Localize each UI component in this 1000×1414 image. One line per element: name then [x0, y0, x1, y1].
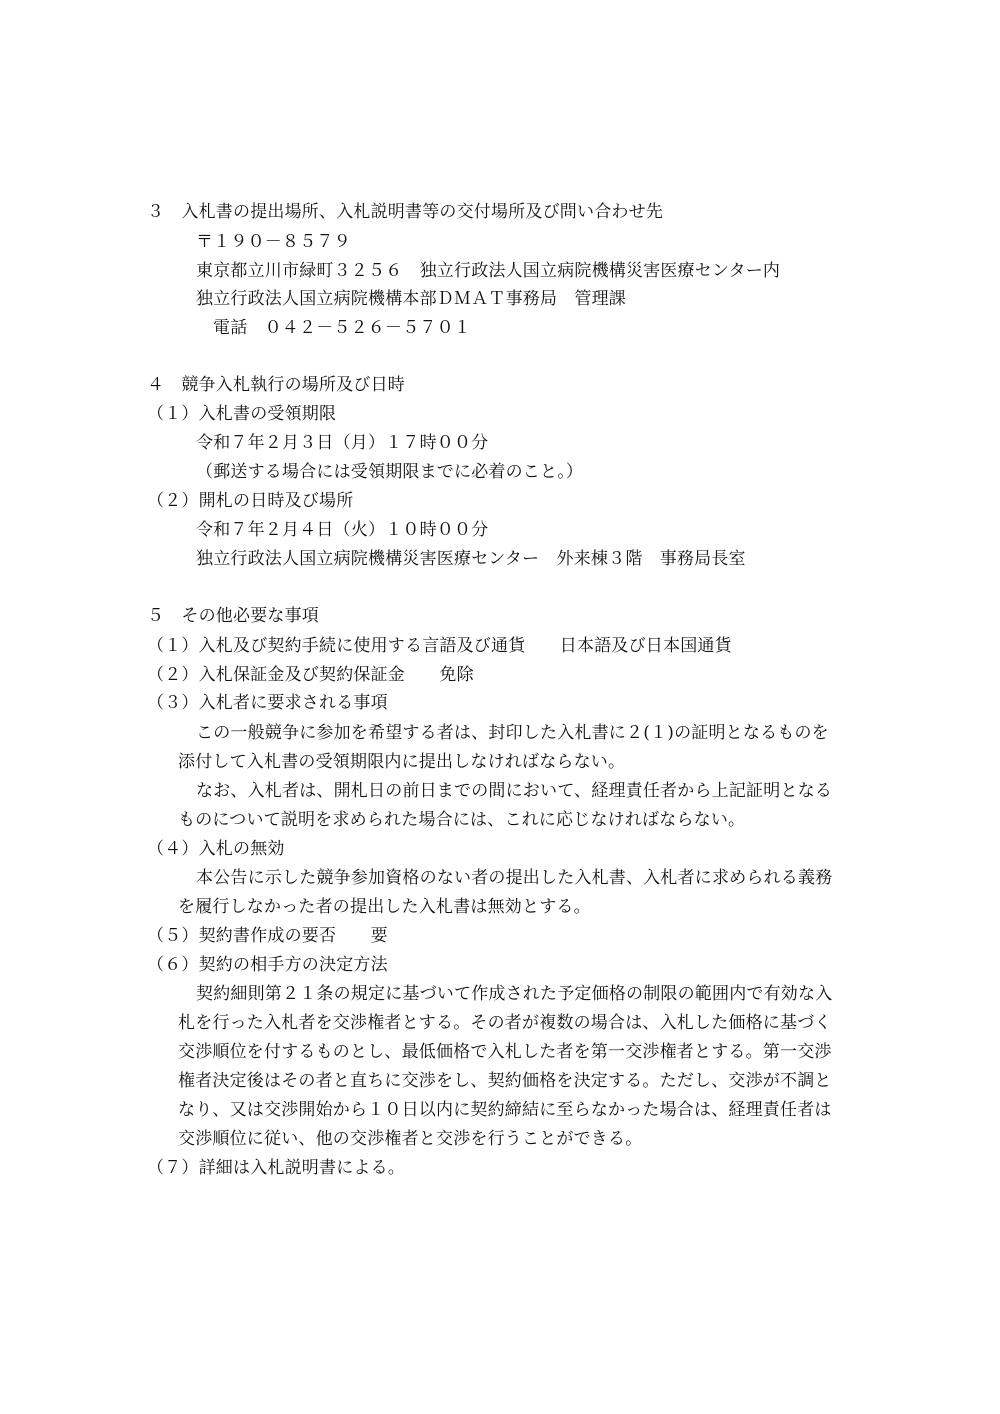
section4-item1-note: （郵送する場合には受領期限までに必着のこと。） — [196, 462, 584, 482]
section5-item6-line6: 交渉順位に従い、他の交渉権者と交渉を行うことができる。 — [178, 1129, 643, 1149]
section5-item4-line2: を履行しなかった者の提出した入札書は無効とする。 — [178, 897, 591, 917]
section4-item2-date: 令和７年２月４日（火）１０時００分 — [196, 520, 489, 540]
section4-item1-title: （１）入札書の受領期限 — [147, 404, 337, 424]
section5-item3-para2-line1: なお、入札者は、開札日の前日までの間において、経理責任者から上記証明となる — [196, 781, 833, 801]
section5-item4-title: （４）入札の無効 — [147, 839, 285, 859]
section5-item6-line5: なり、又は交渉開始から１０日以内に契約締結に至らなかった場合は、経理責任者は — [178, 1100, 832, 1120]
section4-item2-title: （２）開札の日時及び場所 — [147, 491, 354, 511]
section3-postal-code: 〒１９０－８５７９ — [196, 232, 351, 252]
section5-item6-line2: 札を行った入札者を交渉権者とする。その者が複数の場合は、入札した価格に基づく — [178, 1013, 832, 1033]
section3-address: 東京都立川市緑町３２５６ 独立行政法人国立病院機構災害医療センター内 — [196, 261, 781, 281]
section4-item2-place: 独立行政法人国立病院機構災害医療センター 外来棟３階 事務局長室 — [196, 549, 746, 569]
section5-item6-line3: 交渉順位を付するものとし、最低価格で入札した者を第一交渉権者とする。第一交渉 — [178, 1042, 832, 1062]
section5-heading: ５ その他必要な事項 — [147, 606, 319, 626]
section5-item4-line1: 本公告に示した競争参加資格のない者の提出した入札書、入札者に求められる義務 — [196, 868, 833, 888]
section5-item6-line1: 契約細則第２１条の規定に基づいて作成された予定価格の制限の範囲内で有効な入 — [196, 984, 833, 1004]
section5-item6-title: （６）契約の相手方の決定方法 — [147, 955, 388, 975]
section5-item5: （５）契約書作成の要否 要 — [147, 926, 388, 946]
section4-item1-date: 令和７年２月３日（月）１７時００分 — [196, 433, 489, 453]
section5-item3-para1-line2: 添付して入札書の受領期限内に提出しなければならない。 — [178, 752, 626, 772]
section5-item7: （７）詳細は入札説明書による。 — [147, 1158, 405, 1178]
section4-heading: ４ 競争入札執行の場所及び日時 — [147, 375, 405, 395]
section5-item1: （１）入札及び契約手続に使用する言語及び通貨 日本語及び日本国通貨 — [147, 636, 732, 656]
section3-phone: 電話 ０４２－５２６－５７０１ — [213, 318, 471, 338]
section5-item3-para2-line2: ものについて説明を求められた場合には、これに応じなければならない。 — [178, 810, 746, 830]
section5-item3-title: （３）入札者に要求される事項 — [147, 693, 388, 713]
section3-organization: 独立行政法人国立病院機構本部ＤＭＡＴ事務局 管理課 — [196, 289, 626, 309]
section5-item6-line4: 権者決定後はその者と直ちに交渉をし、契約価格を決定する。ただし、交渉が不調と — [178, 1071, 832, 1091]
section5-item2: （２）入札保証金及び契約保証金 免除 — [147, 665, 474, 685]
section3-heading: ３ 入札書の提出場所、入札説明書等の交付場所及び問い合わせ先 — [147, 202, 663, 222]
section5-item3-para1-line1: この一般競争に参加を希望する者は、封印した入札書に２(１)の証明となるものを — [196, 723, 829, 743]
